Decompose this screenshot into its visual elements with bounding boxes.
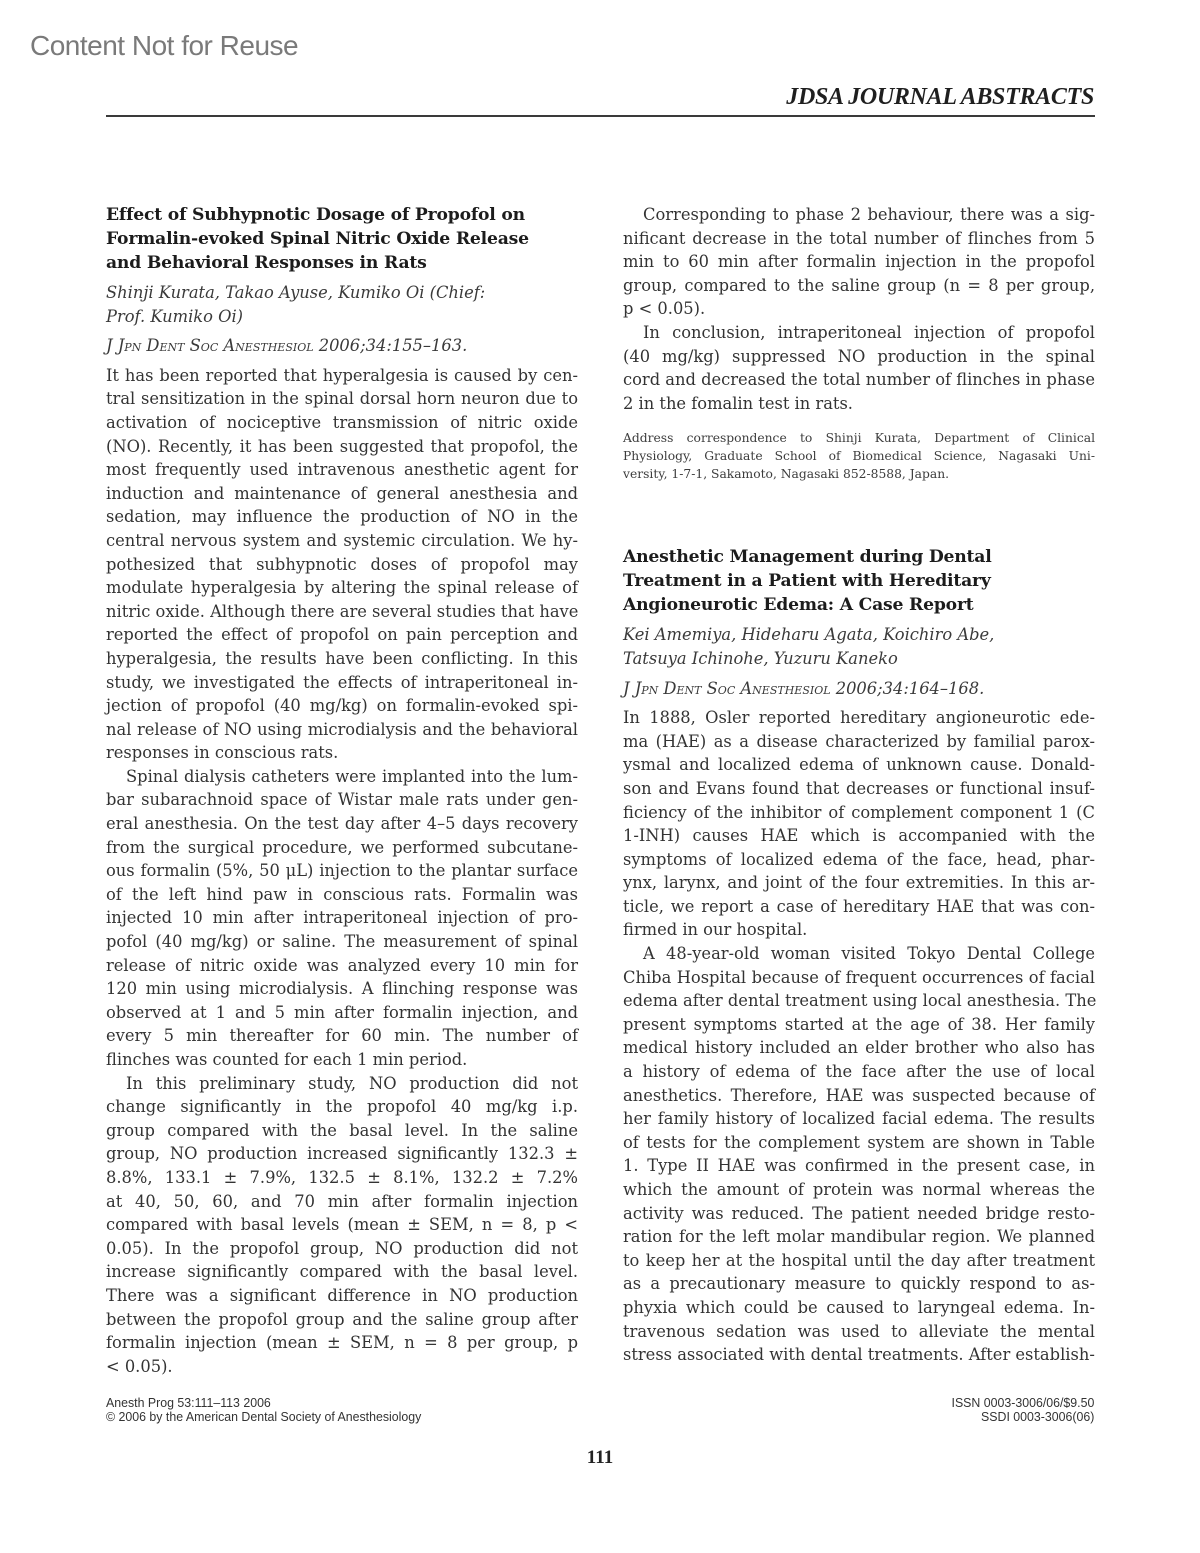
citation-ref: 2006;34:155–163. (318, 336, 468, 356)
footer-issn: ISSN 0003-3006/06/$9.50 (951, 1395, 1094, 1410)
article-1-continued (623, 203, 1095, 483)
citation-ref: 2006;34:164–168. (835, 678, 985, 698)
text-line: change significantly in the propofol 40 mg/kg i.p. (106, 1097, 578, 1117)
text-line: activity was reduced. The patient needed bridge resto- (623, 1203, 1095, 1223)
text-line: group, NO production increased significantly 132.3 ± (106, 1144, 578, 1164)
text-line: firmed in our hospital. (623, 920, 808, 940)
text-line: modulate hyperalgesia by altering the spinal release of (106, 578, 578, 598)
article-citation (106, 334, 578, 358)
text-line: formalin injection (mean ± SEM, n = 8 per group, p (106, 1333, 578, 1353)
abstract-paragraph (623, 321, 1095, 415)
text-line: study, we investigated the effects of intraperitoneal in- (106, 672, 578, 692)
text-line: In 1888, Osler reported hereditary angioneurotic ede- (623, 708, 1095, 728)
citation-journal: J Jpn Dent Soc Anesthesiol (106, 336, 314, 356)
text-line: release of nitric oxide was analyzed every 10 min for (106, 955, 578, 975)
text-line: anesthetics. Therefore, HAE was suspected because of (623, 1085, 1095, 1105)
title-line: Treatment in a Patient with Hereditary (623, 571, 991, 592)
abstract-paragraph (623, 706, 1095, 942)
text-line: to keep her at the hospital until the day after treatment (623, 1250, 1095, 1270)
text-line: a history of edema of the face after the use of local (623, 1062, 1095, 1082)
text-line: group compared with the basal level. In the saline (106, 1120, 578, 1140)
text-line: cord and decreased the total number of flinches in phase (623, 370, 1096, 390)
right-column (623, 203, 1095, 1367)
footer-journal-info (106, 1396, 421, 1424)
text-line: activation of nociceptive transmission of nitric oxide (106, 412, 578, 432)
text-line: compared with basal levels (mean ± SEM, n = 8, p < (106, 1215, 578, 1235)
text-line: pothesized that subhypnotic doses of propofol may (106, 554, 578, 574)
author-line: Tatsuya Ichinohe, Yuzuru Kaneko (623, 648, 898, 668)
article-1 (106, 203, 578, 1378)
text-line: sedation, may influence the production of NO in the (106, 507, 578, 527)
page-number: 111 (586, 1447, 614, 1468)
text-line: of tests for the complement system are shown in Table (623, 1132, 1095, 1152)
text-line: Spinal dialysis catheters were implanted into the lum- (126, 766, 578, 786)
correspondence-address (623, 429, 1095, 483)
text-line: her family history of localized facial edema. The results (623, 1109, 1095, 1129)
running-head: JDSA JOURNAL ABSTRACTS (786, 84, 1094, 110)
title-line: and Behavioral Responses in Rats (106, 253, 427, 273)
text-line: symptoms of localized edema of the face, head, phar- (623, 849, 1095, 869)
text-line: ration for the left molar mandibular region. We planned (623, 1227, 1095, 1247)
article-title (623, 545, 1095, 617)
text-line: ficiency of the inhibitor of complement component 1 (C (623, 802, 1095, 822)
text-line: (NO). Recently, it has been suggested that propofol, the (106, 436, 578, 456)
text-line: reported the effect of propofol on pain perception and (106, 625, 578, 645)
text-line: versity, 1-7-1, Sakamoto, Nagasaki 852-8588, Japan. (623, 467, 950, 482)
text-line: present symptoms started at the age of 38. Her family (623, 1014, 1095, 1034)
text-line: central nervous system and systemic circulation. We hy- (106, 530, 578, 550)
title-line: Effect of Subhypnotic Dosage of Propofol on (106, 205, 525, 225)
citation-journal: J Jpn Dent Soc Anesthesiol (623, 678, 831, 698)
footer-ssdi: SSDI 0003-3006(06) (980, 1409, 1094, 1424)
text-line: A 48-year-old woman visited Tokyo Dental College (643, 944, 1095, 964)
text-line: ynx, larynx, and joint of the four extremities. In this ar- (623, 873, 1095, 893)
abstract-paragraph (106, 1072, 578, 1379)
left-column (106, 203, 578, 1378)
author-line: Kei Amemiya, Hideharu Agata, Koichiro Abe, (623, 625, 995, 645)
text-line: of the left hind paw in conscious rats. Formalin was (106, 884, 578, 904)
text-line: medical history included an elder brother who also has (623, 1038, 1095, 1058)
text-line: at 40, 50, 60, and 70 min after formalin injection (106, 1191, 578, 1211)
text-line: increase significantly compared with the basal level. (106, 1262, 578, 1282)
text-line: min to 60 min after formalin injection in the propofol (623, 252, 1095, 272)
article-authors (623, 623, 1095, 670)
text-line: from the surgical procedure, we performed subcutane- (106, 837, 578, 857)
text-line: 2 in the fomalin test in rats. (623, 393, 853, 413)
text-line: hyperalgesia, the results have been conflicting. In this (106, 648, 578, 668)
text-line: Corresponding to phase 2 behaviour, there was a sig- (643, 205, 1095, 224)
article-2 (623, 545, 1095, 1366)
text-line: every 5 min thereafter for 60 min. The number of (106, 1026, 578, 1046)
text-line: pofol (40 mg/kg) or saline. The measurement of spinal (106, 932, 578, 952)
text-line: group, compared to the saline group (n = 8 per group, (623, 275, 1095, 295)
title-line: Formalin-evoked Spinal Nitric Oxide Release (106, 229, 529, 249)
text-line: (40 mg/kg) suppressed NO production in the spinal (623, 346, 1095, 366)
text-line: Chiba Hospital because of frequent occurrences of facial (623, 967, 1095, 987)
text-line: tral sensitization in the spinal dorsal horn neuron due to (106, 389, 578, 409)
text-line: travenous sedation was used to alleviate the mental (623, 1321, 1095, 1341)
text-line: responses in conscious rats. (106, 743, 339, 763)
article-authors (106, 281, 578, 328)
abstract-paragraph (106, 765, 578, 1072)
abstract-paragraph (623, 942, 1095, 1367)
text-line: induction and maintenance of general anesthesia and (106, 483, 578, 503)
text-line: jection of propofol (40 mg/kg) on formalin-evoked spi- (106, 696, 578, 716)
text-line: nificant decrease in the total number of flinches from 5 (623, 228, 1095, 248)
text-line: flinches was counted for each 1 min period. (106, 1050, 468, 1069)
footer-copyright: © 2006 by the American Dental Society of Anesthesiology (106, 1409, 422, 1424)
text-line: 120 min using microdialysis. A flinching response was (106, 979, 578, 999)
text-line: stress associated with dental treatments. After establish- (623, 1345, 1095, 1365)
text-line: phyxia which could be caused to laryngeal edema. In- (623, 1297, 1095, 1317)
title-line: Anesthetic Management during Dental (623, 547, 992, 568)
text-line: most frequently used intravenous anesthetic agent for (106, 460, 578, 480)
text-line: < 0.05). (106, 1356, 173, 1376)
abstract-paragraph (623, 203, 1095, 321)
author-line: Prof. Kumiko Oi) (106, 306, 244, 326)
text-line: ticle, we report a case of hereditary HAE that was con- (623, 896, 1095, 916)
text-line: ous formalin (5%, 50 μL) injection to the plantar surface (106, 861, 578, 881)
text-line: edema after dental treatment using local anesthesia. The (623, 991, 1097, 1011)
text-line: ma (HAE) as a disease characterized by familial parox- (623, 731, 1095, 751)
text-line: nitric oxide. Although there are several studies that have (106, 601, 579, 621)
footer-identifiers (951, 1396, 1094, 1424)
text-line: son and Evans found that decreases or functional insuf- (623, 778, 1095, 798)
text-line: 1-INH) causes HAE which is accompanied with the (623, 826, 1095, 846)
article-spacer (623, 483, 1095, 545)
text-line: Physiology, Graduate School of Biomedical Science, Nagasaki Uni- (623, 449, 1095, 464)
text-line: 0.05). In the propofol group, NO production did not (106, 1238, 578, 1258)
text-line: 8.8%, 133.1 ± 7.9%, 132.5 ± 8.1%, 132.2 ± 7.2% (106, 1167, 578, 1187)
text-line: between the propofol group and the saline group after (106, 1309, 578, 1329)
watermark: Content Not for Reuse (30, 30, 299, 61)
text-line: eral anesthesia. On the test day after 4–5 days recovery (106, 814, 578, 834)
text-line: 1. Type II HAE was confirmed in the present case, in (623, 1156, 1095, 1176)
header-rule (106, 115, 1095, 117)
text-line: which the amount of protein was normal whereas the (623, 1180, 1095, 1199)
text-line: as a precautionary measure to quickly respond to as- (623, 1274, 1095, 1294)
text-line: There was a significant difference in NO production (106, 1285, 578, 1305)
text-line: Address correspondence to Shinji Kurata, Department of Clinical (623, 431, 1095, 446)
text-line: ysmal and localized edema of unknown cause. Donald- (623, 755, 1095, 775)
text-line: It has been reported that hyperalgesia is caused by cen- (106, 365, 578, 385)
article-citation (623, 677, 1095, 701)
article-title (106, 203, 578, 275)
text-line: observed at 1 and 5 min after formalin injection, and (106, 1002, 578, 1022)
abstract-paragraph (106, 364, 578, 765)
text-line: In conclusion, intraperitoneal injection of propofol (643, 322, 1095, 342)
title-line: Angioneurotic Edema: A Case Report (623, 595, 974, 616)
text-line: nal release of NO using microdialysis and the behavioral (106, 719, 578, 739)
footer-citation: Anesth Prog 53:111–113 2006 (106, 1395, 271, 1410)
text-line: injected 10 min after intraperitoneal injection of pro- (106, 908, 578, 928)
text-line: bar subarachnoid space of Wistar male rats under gen- (106, 790, 578, 810)
text-line: p < 0.05). (623, 299, 706, 319)
author-line: Shinji Kurata, Takao Ayuse, Kumiko Oi (Chief: (106, 283, 486, 302)
text-line: In this preliminary study, NO production did not (126, 1073, 578, 1093)
